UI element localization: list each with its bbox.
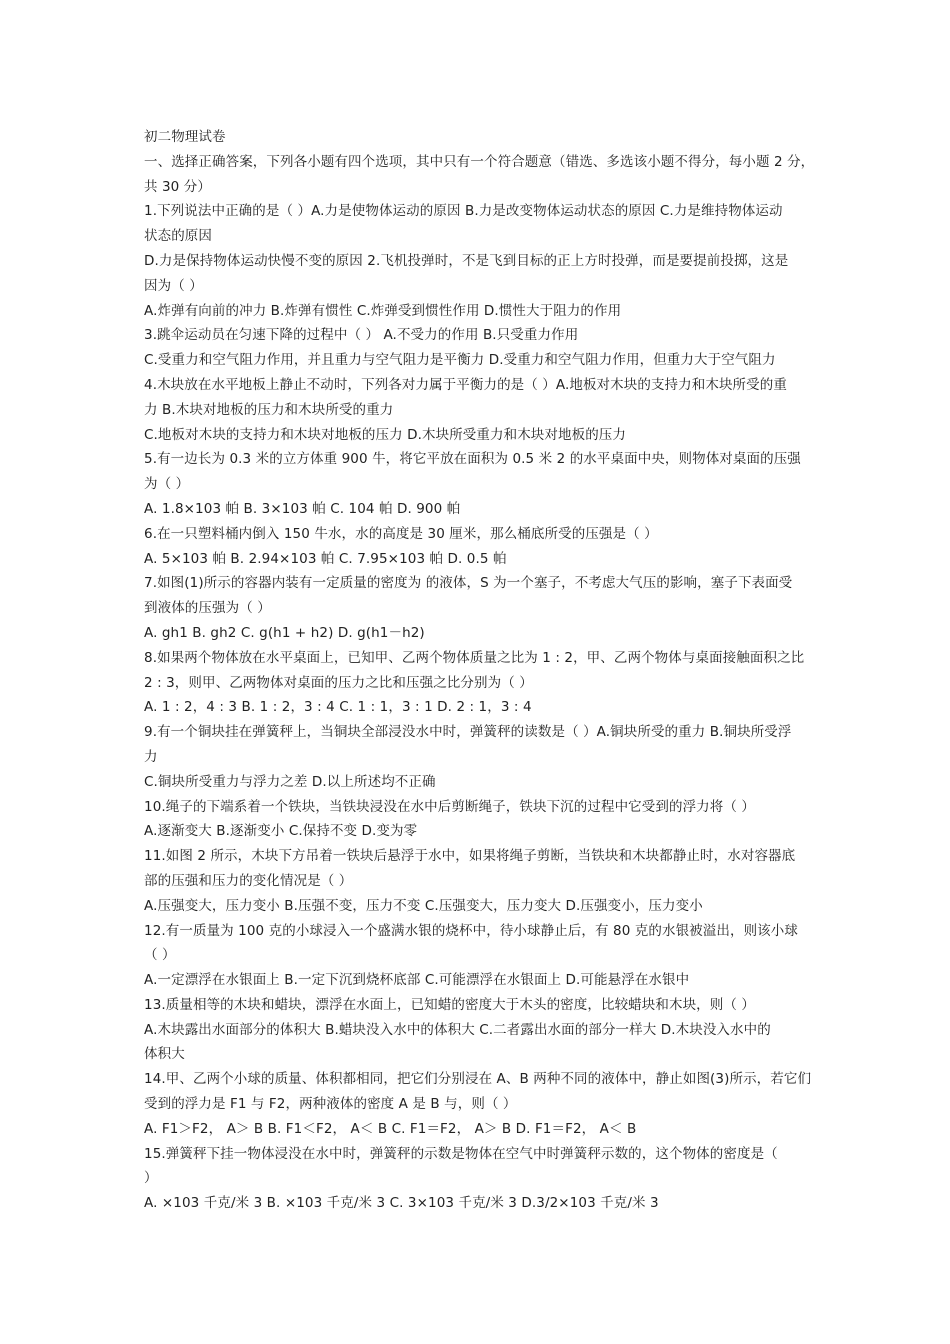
question-9: 9.有一个铜块挂在弹簧秤上，当铜块全部浸没水中时，弹簧秤的读数是（ ）A.铜块所受的重力 B.铜块所受浮 [144,724,792,741]
options-line: A. F1＞F2， A＞ B B. F1＜F2， A＜ B C. F1＝F2， A＞ B D. F1＝F2， A＜ B [144,1120,637,1137]
text-line: 到液体的压强为（ ） [144,600,271,617]
question-12: 12.有一质量为 100 克的小球浸入一个盛满水银的烧杯中，待小球静止后，有 80 克的水银被溢出，则该小球 [144,922,798,939]
options-line: C.铜块所受重力与浮力之差 D.以上所述均不正确 [144,773,436,790]
options-line: A. 1 : 2，4 : 3 B. 1 : 2，3 : 4 C. 1 : 1，3 : 1 D. 2 : 1，3 : 4 [144,699,532,716]
question-10: 10.绳子的下端系着一个铁块，当铁块浸没在水中后剪断绳子，铁块下沉的过程中它受到的浮力将（ ） [144,798,755,815]
question-5: 5.有一边长为 0.3 米的立方体重 900 牛，将它平放在面积为 0.5 米 2 的水平桌面中央，则物体对桌面的压强 [144,451,801,468]
document-title: 初二物理试卷 [144,129,226,145]
question-8: 8.如果两个物体放在水平桌面上，已知甲、乙两个物体质量之比为 1 : 2，甲、乙两个物体与桌面接触面积之比 [144,649,805,666]
options-line: A. gh1 B. gh2 C. g(h1 + h2) D. g(h1－h2) [144,624,425,641]
text-line: 状态的原因 [144,228,212,245]
text-line: ） [144,1170,158,1187]
options-line: A. 5×103 帕 B. 2.94×103 帕 C. 7.95×103 帕 D. 0.5 帕 [144,550,507,567]
options-line: C.地板对木块的支持力和木块对地板的压力 D.木块所受重力和木块对地板的压力 [144,426,626,443]
question-14: 14.甲、乙两个小球的质量、体积都相同，把它们分别浸在 A、B 两种不同的液体中，静止如图(3)所示，若它们 [144,1071,812,1088]
options-line: A.炸弹有向前的冲力 B.炸弹有惯性 C.炸弹受到惯性作用 D.惯性大于阻力的作用 [144,302,622,319]
options-line: A.木块露出水面部分的体积大 B.蜡块没入水中的体积大 C.二者露出水面的部分一样大 D.木块没入水中的 [144,1021,771,1038]
question-3: 3.跳伞运动员在匀速下降的过程中（ ） A.不受力的作用 B.只受重力作用 [144,327,579,344]
question-7: 7.如图(1)所示的容器内装有一定质量的密度为 的液体，S 为一个塞子，不考虑大气压的影响，塞子下表面受 [144,575,793,592]
question-11: 11.如图 2 所示，木块下方吊着一铁块后悬浮于水中，如果将绳子剪断，当铁块和木块都静止时，水对容器底 [144,848,796,865]
text-line: 力 [144,748,158,765]
options-line: A. ×103 千克/米 3 B. ×103 千克/米 3 C. 3×103 千克/米 3 D.3/2×103 千克/米 3 [144,1195,659,1212]
question-4: 4.木块放在水平地板上静止不动时，下列各对力属于平衡力的是（ ）A.地板对木块的支持力和木块所受的重 [144,376,787,393]
text-line: 力 B.木块对地板的压力和木块所受的重力 [144,401,394,418]
text-line: 部的压强和压力的变化情况是（ ） [144,872,353,889]
section-heading: 一、选择正确答案，下列各小题有四个选项，其中只有一个符合题意（错选、多选该小题不得分，每小题 2 分， [144,153,815,170]
options-line: A.一定漂浮在水银面上 B.一定下沉到烧杯底部 C.可能漂浮在水银面上 D.可能悬浮在水银中 [144,972,690,989]
text-line: 受到的浮力是 F1 与 F2，两种液体的密度 A 是 B 与，则（ ） [144,1096,517,1113]
text-line: 因为（ ） [144,277,203,294]
question-13: 13.质量相等的木块和蜡块，漂浮在水面上，已知蜡的密度大于木头的密度，比较蜡块和木块，则（ ） [144,996,755,1013]
question-15: 15.弹簧秤下挂一物体浸没在水中时，弹簧秤的示数是物体在空气中时弹簧秤示数的，这个物体的密度是（ [144,1145,778,1162]
text-line: （ ） [144,947,176,964]
options-line: A.逐渐变大 B.逐渐变小 C.保持不变 D.变为零 [144,823,418,840]
options-line: A. 1.8×103 帕 B. 3×103 帕 C. 104 帕 D. 900 帕 [144,500,461,517]
text-line: 共 30 分） [144,178,211,195]
text-line: 体积大 [144,1046,185,1063]
question-2: D.力是保持物体运动快慢不变的原因 2.飞机投弹时，不是飞到目标的正上方时投弹，而是要提前投掷，这是 [144,252,789,269]
question-1: 1.下列说法中正确的是（ ）A.力是使物体运动的原因 B.力是改变物体运动状态的原因 C.力是维持物体运动 [144,203,783,220]
text-line: 2 : 3，则甲、乙两物体对桌面的压力之比和压强之比分别为（ ） [144,674,533,691]
document-page [144,125,814,1216]
options-line: A.压强变大，压力变小 B.压强不变，压力不变 C.压强变大，压力变大 D.压强变小，压力变小 [144,897,703,914]
options-line: C.受重力和空气阻力作用，并且重力与空气阻力是平衡力 D.受重力和空气阻力作用，但重力大于空气阻力 [144,352,776,369]
question-6: 6.在一只塑料桶内倒入 150 牛水，水的高度是 30 厘米，那么桶底所受的压强是（ ） [144,525,658,542]
text-line: 为（ ） [144,476,190,493]
